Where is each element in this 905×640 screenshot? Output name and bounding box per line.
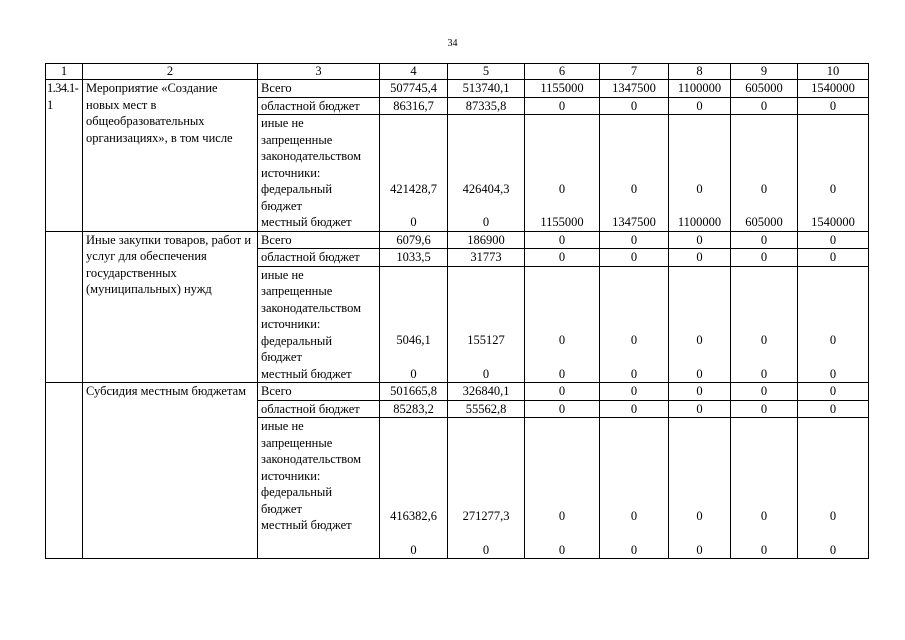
local-value: 1540000	[811, 215, 855, 229]
federal-value: 421428,7	[390, 181, 437, 196]
value-cell: 513740,1	[448, 80, 525, 98]
value-cell-group	[731, 266, 798, 383]
column-header: 6	[525, 64, 600, 80]
local-value: 0	[760, 366, 768, 381]
column-header: 4	[380, 64, 448, 80]
value-cell: 1540000	[798, 80, 869, 98]
local-value: 0	[829, 542, 837, 557]
value-cell-group	[600, 266, 669, 383]
source-label: областной бюджет	[258, 97, 380, 115]
value-cell: 1100000	[669, 80, 731, 98]
local-value: 0	[760, 542, 768, 557]
row-code	[46, 383, 83, 559]
value-cell-group	[600, 115, 669, 232]
source-label-group	[258, 418, 380, 559]
value-cell: 0	[798, 383, 869, 401]
source-label-group	[258, 266, 380, 383]
federal-label: федеральный бюджет	[261, 333, 333, 364]
value-cell: 0	[798, 249, 869, 267]
local-value: 0	[410, 366, 417, 381]
source-label: областной бюджет	[258, 249, 380, 267]
other-sources-label: иные не запрещенные законодательством источники:	[261, 267, 362, 331]
event-name: Иные закупки товаров, работ и услуг для обеспечения государственных (муниципальных) нужд	[83, 231, 258, 383]
value-cell: 0	[525, 97, 600, 115]
other-sources-label: иные не запрещенные законодательством источники:	[261, 419, 362, 483]
value-cell: 605000	[731, 80, 798, 98]
value-cell: 0	[525, 400, 600, 418]
column-header: 9	[731, 64, 798, 80]
federal-value: 271277,3	[462, 509, 510, 523]
value-cell: 0	[798, 231, 869, 249]
value-cell: 55562,8	[448, 400, 525, 418]
value-cell: 501665,8	[380, 383, 448, 401]
local-value: 0	[696, 366, 703, 381]
source-label: областной бюджет	[258, 400, 380, 418]
value-cell: 0	[669, 97, 731, 115]
value-cell: 0	[525, 249, 600, 267]
local-value: 0	[558, 366, 566, 381]
local-value: 0	[630, 366, 638, 381]
federal-value: 0	[760, 181, 768, 196]
table-row	[46, 383, 869, 401]
value-cell-group	[798, 115, 869, 232]
value-cell: 0	[731, 97, 798, 115]
value-cell-group	[669, 418, 731, 559]
value-cell: 1155000	[525, 80, 600, 98]
value-cell: 0	[798, 400, 869, 418]
source-label: Всего	[258, 383, 380, 401]
value-cell-group	[380, 418, 448, 559]
value-cell: 0	[600, 400, 669, 418]
table-row	[46, 80, 869, 98]
value-cell-group	[798, 266, 869, 383]
federal-label: федеральный бюджет	[261, 485, 333, 516]
value-cell-group	[380, 266, 448, 383]
column-header: 7	[600, 64, 669, 80]
value-cell-group	[448, 115, 525, 232]
value-cell: 0	[525, 231, 600, 249]
value-cell: 0	[600, 249, 669, 267]
value-cell: 326840,1	[448, 383, 525, 401]
value-cell-group	[448, 266, 525, 383]
event-name: Мероприятие «Создание новых мест в общеобразовательных организациях», в том числе	[83, 80, 258, 232]
value-cell: 87335,8	[448, 97, 525, 115]
value-cell-group	[448, 418, 525, 559]
local-value: 1100000	[677, 215, 722, 229]
source-label: Всего	[258, 231, 380, 249]
row-code	[46, 231, 83, 383]
federal-value: 426404,3	[462, 181, 510, 196]
local-label: местный бюджет	[261, 366, 352, 381]
value-cell: 0	[731, 249, 798, 267]
federal-value: 0	[630, 181, 638, 196]
value-cell-group	[731, 115, 798, 232]
value-cell: 0	[669, 383, 731, 401]
other-sources-label: иные не запрещенные законодательством источники:	[261, 116, 362, 180]
source-label-group	[258, 115, 380, 232]
value-cell: 0	[669, 231, 731, 249]
value-cell: 86316,7	[380, 97, 448, 115]
federal-value: 0	[696, 509, 703, 523]
value-cell: 507745,4	[380, 80, 448, 98]
value-cell-group	[798, 418, 869, 559]
budget-table	[45, 63, 869, 559]
table-row	[46, 231, 869, 249]
column-header: 3	[258, 64, 380, 80]
event-name: Субсидия местным бюджетам	[83, 383, 258, 559]
column-header: 5	[448, 64, 525, 80]
value-cell: 6079,6	[380, 231, 448, 249]
local-value: 0	[482, 366, 490, 381]
column-header: 10	[798, 64, 869, 80]
value-cell-group	[731, 418, 798, 559]
value-cell: 0	[731, 231, 798, 249]
value-cell: 0	[669, 400, 731, 418]
value-cell: 186900	[448, 231, 525, 249]
federal-value: 5046,1	[396, 333, 431, 347]
federal-value: 0	[829, 181, 837, 196]
value-cell: 1347500	[600, 80, 669, 98]
federal-value: 0	[696, 181, 703, 196]
source-label: Всего	[258, 80, 380, 98]
value-cell-group	[525, 115, 600, 232]
local-value: 0	[410, 542, 417, 557]
column-header: 8	[669, 64, 731, 80]
federal-value: 0	[760, 333, 768, 347]
federal-value: 0	[760, 509, 768, 523]
value-cell: 0	[600, 97, 669, 115]
page-number: 34	[447, 38, 458, 49]
value-cell: 0	[669, 249, 731, 267]
row-code: 1.34.1-1	[46, 80, 83, 232]
column-header: 1	[46, 64, 83, 80]
value-cell: 0	[731, 400, 798, 418]
federal-value: 0	[558, 509, 566, 523]
local-label: местный бюджет	[261, 215, 352, 229]
federal-value: 0	[696, 333, 703, 347]
federal-value: 0	[630, 333, 638, 347]
local-label: местный бюджет	[261, 518, 352, 532]
value-cell-group	[525, 418, 600, 559]
federal-value: 0	[558, 181, 566, 196]
federal-value: 0	[558, 333, 566, 347]
local-value: 0	[410, 215, 417, 229]
local-value: 0	[482, 542, 490, 557]
local-value: 0	[482, 215, 490, 229]
value-cell-group	[600, 418, 669, 559]
local-value: 0	[558, 542, 566, 557]
local-value: 1155000	[540, 215, 584, 229]
value-cell-group	[380, 115, 448, 232]
value-cell-group	[669, 266, 731, 383]
federal-label: федеральный бюджет	[261, 182, 333, 213]
value-cell-group	[525, 266, 600, 383]
federal-value: 0	[829, 509, 837, 523]
federal-value: 0	[829, 333, 837, 347]
local-value: 1347500	[612, 215, 656, 229]
value-cell: 31773	[448, 249, 525, 267]
local-value: 0	[630, 542, 638, 557]
header-row	[46, 64, 869, 80]
federal-value: 155127	[467, 333, 505, 347]
local-value: 0	[829, 366, 837, 381]
value-cell-group	[669, 115, 731, 232]
local-value: 605000	[745, 215, 783, 229]
value-cell: 0	[731, 383, 798, 401]
federal-value: 0	[630, 509, 638, 523]
column-header: 2	[83, 64, 258, 80]
value-cell: 0	[798, 97, 869, 115]
local-value: 0	[696, 542, 703, 557]
value-cell: 0	[600, 231, 669, 249]
value-cell: 0	[600, 383, 669, 401]
value-cell: 0	[525, 383, 600, 401]
federal-value: 416382,6	[390, 509, 437, 523]
value-cell: 1033,5	[380, 249, 448, 267]
value-cell: 85283,2	[380, 400, 448, 418]
